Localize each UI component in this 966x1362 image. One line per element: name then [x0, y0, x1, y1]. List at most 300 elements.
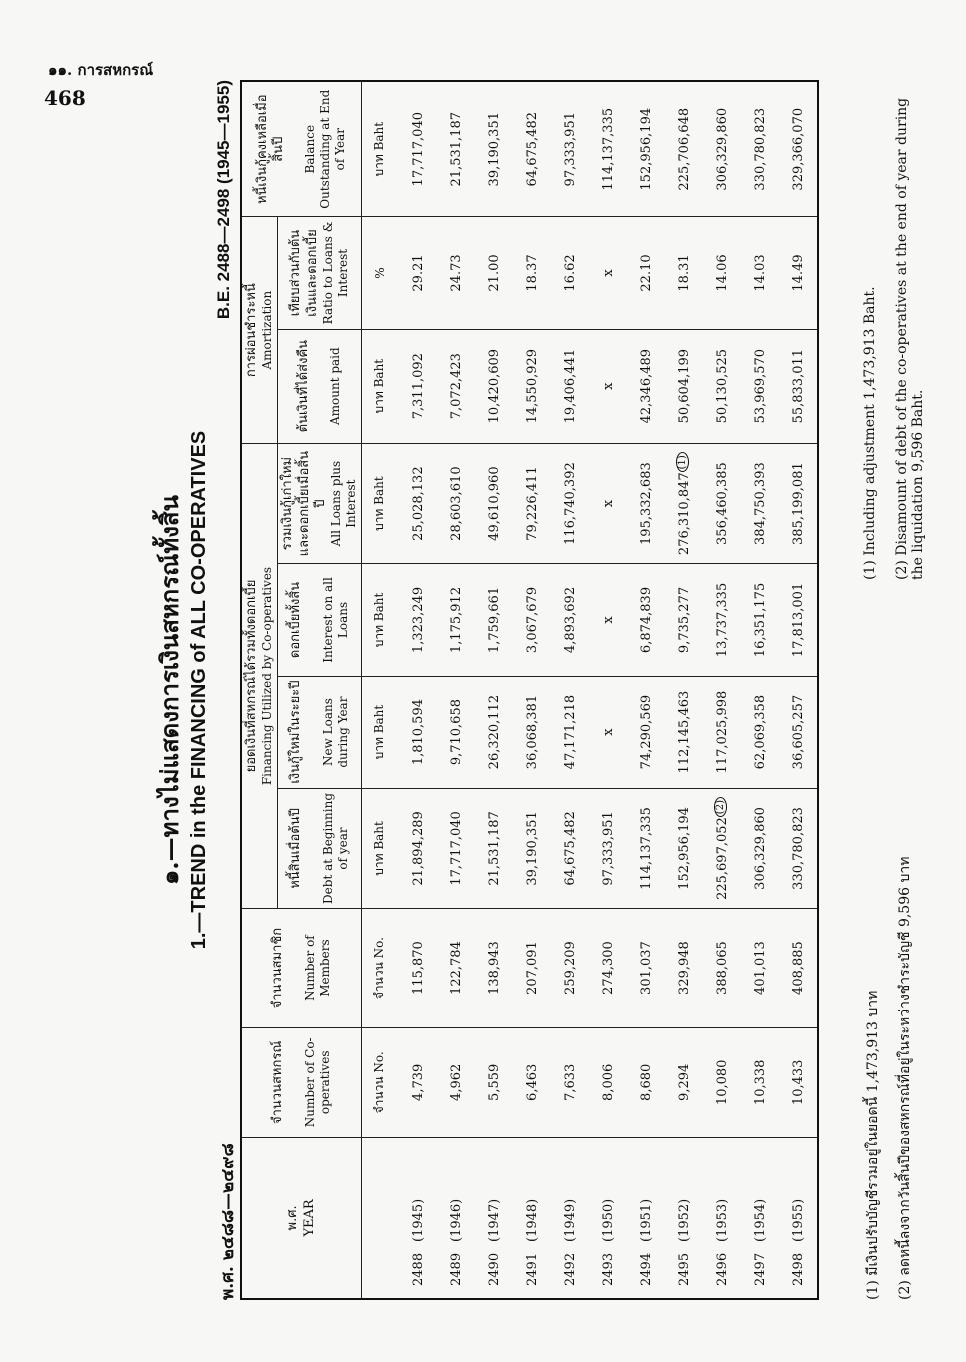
- cell-value: 329,948: [676, 941, 692, 995]
- year-ce: (1955): [790, 1198, 806, 1242]
- header-amount-paid-english: Amount paid: [328, 347, 343, 426]
- cell-new: [513, 676, 551, 788]
- cell-value: 388,065: [714, 941, 730, 995]
- cell-debt: [399, 788, 437, 909]
- cell-members: [513, 909, 551, 1028]
- cell-value: 36,068,381: [524, 694, 540, 770]
- cell-value: 42,346,489: [638, 348, 654, 424]
- table-row: [437, 81, 475, 1299]
- cell-value: 306,329,860: [714, 107, 730, 191]
- cell-members: [589, 909, 627, 1028]
- cell-value: 74,290,569: [638, 694, 654, 770]
- year-be: 2490: [486, 1252, 502, 1286]
- year-be: 2492: [562, 1252, 578, 1286]
- table-row: [741, 81, 779, 1299]
- cell-value: 10,433: [790, 1059, 806, 1106]
- cell-value: 1,759,661: [486, 586, 502, 654]
- cell-ratio: [399, 217, 437, 329]
- table-row: [779, 81, 818, 1299]
- cell-debt: [513, 788, 551, 909]
- cell-coops: [779, 1027, 818, 1137]
- header-debt-english: Debt at Beginning of year: [320, 792, 350, 904]
- cell-paid: [551, 329, 589, 443]
- cell-value: 9,735,277: [676, 586, 692, 654]
- cell-balance: [475, 81, 513, 217]
- cell-balance: [513, 81, 551, 217]
- cell-value: 117,025,998: [714, 690, 730, 774]
- cell-coops: [437, 1027, 475, 1137]
- cell-value: 7,633: [562, 1063, 578, 1101]
- header-coops-english: Number of Co-operatives: [302, 1037, 332, 1128]
- cell-value: 5,559: [486, 1063, 502, 1101]
- cell-ratio: [513, 217, 551, 329]
- table-row: [703, 81, 741, 1299]
- cell-members: [475, 909, 513, 1028]
- units-row: [362, 81, 400, 1299]
- cell-balance: [437, 81, 475, 217]
- cell-value: 17,813,001: [790, 582, 806, 658]
- year-cell: [437, 1137, 475, 1299]
- cell-value: 8,680: [638, 1063, 654, 1101]
- cell-value: 122,784: [448, 941, 464, 995]
- cell-value: 6,874,839: [638, 586, 654, 654]
- cell-ratio: [779, 217, 818, 329]
- cell-new: [741, 676, 779, 788]
- cell-value: 21,531,187: [448, 112, 464, 187]
- year-be: 2497: [752, 1252, 768, 1286]
- cell-value: 6,463: [524, 1063, 540, 1101]
- header-amount-paid-thai: ต้นเงินที่ได้ส่งคืน: [295, 339, 311, 433]
- year-ce: (1953): [714, 1198, 730, 1242]
- cell-value: 225,706,648: [676, 107, 692, 191]
- table-row: [627, 81, 665, 1299]
- cell-interest: [513, 564, 551, 676]
- cell-debt: [703, 788, 741, 909]
- cell-value: x: [600, 499, 616, 508]
- cell-new: [779, 676, 818, 788]
- cell-new: [475, 676, 513, 788]
- cell-value: 97,333,951: [600, 811, 616, 886]
- cell-value: 26,320,112: [486, 694, 502, 770]
- cell-balance: [399, 81, 437, 217]
- header-balance-thai: หนี้เงินกู้คงเหลือเมื่อสิ้นปี: [254, 94, 286, 205]
- cell-all: [703, 443, 741, 564]
- year-cell: [513, 1137, 551, 1299]
- unit-new-loans: บาท Baht: [362, 676, 400, 788]
- cell-debt: [551, 788, 589, 909]
- table-row: [551, 81, 589, 1299]
- cell-members: [779, 909, 818, 1028]
- cell-ratio: [475, 217, 513, 329]
- cell-value: 356,460,385: [714, 462, 730, 545]
- header-year: [241, 1137, 362, 1299]
- cell-new: [399, 676, 437, 788]
- cell-new: [589, 676, 627, 788]
- header-year-english: YEAR: [301, 1199, 317, 1237]
- header-amount-paid: [278, 329, 362, 443]
- year-ce: (1947): [486, 1198, 502, 1242]
- cell-balance: [627, 81, 665, 217]
- cell-value: 7,072,423: [448, 353, 464, 420]
- cell-value: 10,080: [714, 1059, 730, 1106]
- cell-balance: [551, 81, 589, 217]
- cell-debt: [741, 788, 779, 909]
- page-number: 468: [44, 86, 86, 110]
- cell-value: 21,531,187: [486, 811, 502, 886]
- cell-value: 8,006: [600, 1063, 616, 1101]
- cell-debt: [665, 788, 703, 909]
- cell-all: [437, 443, 475, 564]
- cell-all: [551, 443, 589, 564]
- cell-value: 114,137,335: [638, 807, 654, 890]
- cell-value: 384,750,393: [752, 462, 768, 545]
- header-ratio: [278, 217, 362, 329]
- cell-paid: [665, 329, 703, 443]
- cell-all: [399, 443, 437, 564]
- year-be: 2488: [410, 1252, 426, 1286]
- cell-debt: [779, 788, 818, 909]
- cell-new: [665, 676, 703, 788]
- cell-new: [627, 676, 665, 788]
- cell-members: [437, 909, 475, 1028]
- rotated-page-content: [150, 80, 930, 1300]
- cell-value: 14,550,929: [524, 348, 540, 424]
- cell-value: 18.31: [676, 254, 692, 292]
- year-ce: (1946): [448, 1198, 464, 1242]
- year-ce: (1945): [410, 1198, 426, 1242]
- header-members-english: Number of Members: [302, 935, 332, 1001]
- cell-value: 14.49: [790, 254, 806, 292]
- year-cell: [551, 1137, 589, 1299]
- cell-members: [399, 909, 437, 1028]
- cell-value: 53,969,570: [752, 348, 768, 424]
- header-new-loans-thai: เงินกู้ใหม่ในระยะปี: [288, 680, 304, 784]
- header-financing-thai: ยอดเงินที่สหกรณ์ได้รวมทั้งดอกเบี้ย: [244, 579, 259, 773]
- footnote-english-1: (1) Including adjustment 1,473,913 Baht.: [862, 286, 878, 580]
- cell-value: 21,894,289: [410, 811, 426, 886]
- cell-value: x: [600, 269, 616, 277]
- year-cell: [779, 1137, 818, 1299]
- cell-balance: [589, 81, 627, 217]
- cell-ratio: [703, 217, 741, 329]
- footnote-thai-2: (2) ลดหนี้ลงจากวันสิ้นปีของสหกรณ์ที่อยู่ในระหว่างชำระบัญชี 9,596 บาท: [897, 856, 913, 1300]
- cell-value: 301,037: [638, 941, 654, 995]
- cell-value: 401,013: [752, 941, 768, 995]
- cell-value: 29.21: [410, 254, 426, 292]
- year-be: 2495: [676, 1252, 692, 1286]
- cell-interest: [551, 564, 589, 676]
- cell-value: 36,605,257: [790, 694, 806, 770]
- cell-value: 55,833,011: [790, 348, 806, 424]
- year-ce: (1950): [600, 1198, 616, 1242]
- cell-paid: [627, 329, 665, 443]
- header-amortization-group: [241, 217, 278, 443]
- header-amortization-english: Amortization: [260, 290, 275, 370]
- title-thai: ๑.—ทางไม่แสดงการเงินสหกรณ์ทั้งสิ้น: [155, 495, 184, 885]
- cell-paid: [437, 329, 475, 443]
- cell-interest: [779, 564, 818, 676]
- cell-all: [779, 443, 818, 564]
- cell-balance: [779, 81, 818, 217]
- cell-all: [513, 443, 551, 564]
- running-head: ๑๑. การสหกรณ์: [48, 61, 154, 79]
- unit-members: จำนวน No.: [362, 909, 400, 1028]
- title-english: 1.—TREND in the FINANCING of ALL CO-OPERATIVES: [188, 430, 210, 950]
- year-cell: [475, 1137, 513, 1299]
- header-interest-english: Interest on all Loans: [320, 577, 350, 663]
- year-be: 2491: [524, 1252, 540, 1286]
- cell-value: 112,145,463: [676, 690, 692, 774]
- cell-interest: [741, 564, 779, 676]
- cell-ratio: [551, 217, 589, 329]
- footnote-english-2: (2) Disamount of debt of the co-operatives at the end of year during the liquidation 9,596 Baht.: [894, 97, 926, 580]
- cell-value: 330,780,823: [790, 807, 806, 890]
- cell-paid: [513, 329, 551, 443]
- cell-coops: [551, 1027, 589, 1137]
- cell-value: 39,190,351: [524, 811, 540, 886]
- cell-value: 9,294: [676, 1063, 692, 1101]
- cell-new: [551, 676, 589, 788]
- cell-members: [627, 909, 665, 1028]
- header-balance: [241, 81, 362, 217]
- cell-paid: [399, 329, 437, 443]
- header-financing-english: Financing Utilized by Co-operatives: [260, 566, 275, 786]
- year-cell: [741, 1137, 779, 1299]
- year-be: 2494: [638, 1252, 654, 1286]
- unit-debt: บาท Baht: [362, 788, 400, 909]
- year-cell: [589, 1137, 627, 1299]
- cell-new: [437, 676, 475, 788]
- cell-value: 138,943: [486, 941, 502, 995]
- cell-paid: [741, 329, 779, 443]
- year-ce: (1948): [524, 1198, 540, 1242]
- cell-debt: [437, 788, 475, 909]
- cell-paid: [475, 329, 513, 443]
- cell-value: 16,351,175: [752, 582, 768, 658]
- year-cell: [665, 1137, 703, 1299]
- year-cell: [627, 1137, 665, 1299]
- cell-value: 225,697,052: [714, 817, 730, 900]
- cell-value: 17,717,040: [448, 811, 464, 886]
- cell-value: 306,329,860: [752, 807, 768, 890]
- year-ce: (1949): [562, 1198, 578, 1242]
- unit-all-loans: บาท Baht: [362, 443, 400, 564]
- cell-interest: [627, 564, 665, 676]
- header-debt-thai: หนี้สินเมื่อต้นปี: [288, 808, 304, 889]
- cell-interest: [703, 564, 741, 676]
- cell-value: 330,780,823: [752, 107, 768, 191]
- cell-value: 1,175,912: [448, 586, 464, 654]
- table-row: [475, 81, 513, 1299]
- header-debt-start: [278, 788, 362, 909]
- financing-table: [240, 80, 819, 1300]
- cell-value: 4,893,692: [562, 586, 578, 654]
- cell-ratio: [665, 217, 703, 329]
- header-financing-group: [241, 443, 278, 908]
- cell-ratio: [437, 217, 475, 329]
- unit-coops: จำนวน No.: [362, 1027, 400, 1137]
- table-row: [513, 81, 551, 1299]
- cell-value: 329,366,070: [790, 107, 806, 191]
- table-row: [665, 81, 703, 1299]
- cell-value: 47,171,218: [562, 694, 578, 770]
- cell-all: [589, 443, 627, 564]
- cell-all: [627, 443, 665, 564]
- cell-value: 207,091: [524, 941, 540, 995]
- cell-value: 116,740,392: [562, 462, 578, 545]
- cell-value: 3,067,679: [524, 586, 540, 654]
- year-ce: (1954): [752, 1198, 768, 1242]
- cell-coops: [589, 1027, 627, 1137]
- header-interest-thai: ดอกเบี้ยทั้งสิ้น: [288, 581, 304, 659]
- cell-coops: [399, 1027, 437, 1137]
- cell-debt: [475, 788, 513, 909]
- cell-new: [703, 676, 741, 788]
- cell-value: 4,739: [410, 1063, 426, 1101]
- header-all-loans: [278, 443, 362, 564]
- cell-value: 64,675,482: [562, 811, 578, 886]
- period-english: B.E. 2488—2498 (1945—1955): [214, 80, 233, 320]
- header-ratio-english: Ratio to Loans & Interest: [320, 221, 350, 325]
- cell-value: 4,962: [448, 1063, 464, 1101]
- cell-value: 13,737,335: [714, 582, 730, 658]
- header-balance-english: Balance Outstanding at End of Year: [303, 89, 348, 209]
- cell-value: 28,603,610: [448, 466, 464, 541]
- header-ratio-thai: เทียบส่วนกับต้นเงินและดอกเบี้ย: [288, 229, 320, 317]
- cell-value: x: [600, 616, 616, 624]
- cell-coops: [513, 1027, 551, 1137]
- cell-value: 10,338: [752, 1059, 768, 1106]
- cell-paid: [779, 329, 818, 443]
- unit-interest: บาท Baht: [362, 564, 400, 676]
- cell-members: [665, 909, 703, 1028]
- cell-ratio: [741, 217, 779, 329]
- cell-coops: [475, 1027, 513, 1137]
- cell-all: [665, 443, 703, 564]
- header-new-loans-english: New Loans during Year: [320, 696, 350, 768]
- header-members-thai: จำนวนสมาชิก: [270, 927, 286, 1009]
- cell-value: 97,333,951: [562, 112, 578, 187]
- cell-members: [703, 909, 741, 1028]
- cell-all: [741, 443, 779, 564]
- cell-value: 14.03: [752, 254, 768, 292]
- cell-interest: [437, 564, 475, 676]
- period-thai: พ.ศ. ๒๔๘๘—๒๔๙๘: [218, 1143, 238, 1300]
- cell-value: 10,420,609: [486, 348, 502, 424]
- year-be: 2496: [714, 1252, 730, 1286]
- footnote-thai-1: (1) มีเงินปรับบัญชีรวมอยู่ในยอดนี้ 1,473,913 บาท: [865, 990, 881, 1300]
- unit-year: [362, 1137, 400, 1299]
- header-members: [241, 909, 362, 1028]
- cell-all: [475, 443, 513, 564]
- cell-value: 18.37: [524, 254, 540, 292]
- cell-members: [741, 909, 779, 1028]
- year-cell: [399, 1137, 437, 1299]
- cell-ratio: [589, 217, 627, 329]
- cell-value: 24.73: [448, 254, 464, 292]
- cell-value: 1,323,249: [410, 586, 426, 654]
- cell-interest: [399, 564, 437, 676]
- unit-amount-paid: บาท Baht: [362, 329, 400, 443]
- cell-interest: [589, 564, 627, 676]
- cell-value: 152,956,194: [676, 807, 692, 890]
- cell-paid: [589, 329, 627, 443]
- cell-interest: [665, 564, 703, 676]
- cell-value: 22.10: [638, 254, 654, 292]
- table-row: [399, 81, 437, 1299]
- cell-coops: [665, 1027, 703, 1137]
- cell-members: [551, 909, 589, 1028]
- header-all-loans-english: All Loans plus Interest: [329, 460, 358, 547]
- header-year-thai: พ.ศ.: [285, 1205, 301, 1231]
- cell-value: 385,199,081: [790, 462, 806, 545]
- cell-balance: [703, 81, 741, 217]
- cell-value: 115,870: [410, 941, 426, 995]
- header-amortization-thai: การผ่อนชำระหนี้: [244, 283, 259, 378]
- cell-value: 274,300: [600, 941, 616, 995]
- cell-value: 1,810,594: [410, 699, 426, 766]
- cell-value: 79,226,411: [524, 466, 540, 541]
- footnote-marker: (2): [714, 797, 727, 817]
- cell-paid: [703, 329, 741, 443]
- year-ce: (1951): [638, 1198, 654, 1242]
- year-ce: (1952): [676, 1198, 692, 1242]
- cell-value: 25,028,132: [410, 466, 426, 541]
- cell-value: 21.00: [486, 254, 502, 292]
- cell-coops: [703, 1027, 741, 1137]
- cell-value: 195,332,683: [638, 462, 654, 545]
- cell-value: x: [600, 382, 616, 390]
- cell-coops: [627, 1027, 665, 1137]
- cell-value: 17,717,040: [410, 112, 426, 187]
- cell-balance: [741, 81, 779, 217]
- cell-value: 64,675,482: [524, 112, 540, 187]
- cell-value: 62,069,358: [752, 694, 768, 770]
- header-interest: [278, 564, 362, 676]
- cell-value: 152,956,194: [638, 107, 654, 191]
- cell-value: 49,610,960: [486, 466, 502, 541]
- cell-value: 16.62: [562, 254, 578, 292]
- footnote-marker: (1): [676, 452, 689, 472]
- cell-ratio: [627, 217, 665, 329]
- cell-value: x: [600, 728, 616, 736]
- cell-value: 114,137,335: [600, 107, 616, 191]
- year-be: 2489: [448, 1252, 464, 1286]
- cell-value: 259,209: [562, 941, 578, 995]
- header-coops-thai: จำนวนสหกรณ์: [270, 1040, 286, 1125]
- cell-value: 19,406,441: [562, 348, 578, 424]
- cell-value: 39,190,351: [486, 112, 502, 187]
- cell-value: 50,130,525: [714, 348, 730, 424]
- cell-debt: [627, 788, 665, 909]
- cell-coops: [741, 1027, 779, 1137]
- cell-interest: [475, 564, 513, 676]
- year-be: 2498: [790, 1252, 806, 1286]
- header-coops: [241, 1027, 362, 1137]
- header-all-loans-thai: รวมเงินกู้เก่าใหม่และดอกเบี้ยเมื่อสิ้นปี: [280, 450, 328, 557]
- cell-value: 9,710,658: [448, 699, 464, 766]
- cell-balance: [665, 81, 703, 217]
- unit-ratio: %: [362, 217, 400, 329]
- cell-value: 408,885: [790, 941, 806, 995]
- cell-debt: [589, 788, 627, 909]
- year-be: 2493: [600, 1252, 616, 1286]
- year-cell: [703, 1137, 741, 1299]
- table-row: [589, 81, 627, 1299]
- cell-value: 276,310,847: [676, 472, 692, 556]
- cell-value: 7,311,092: [410, 353, 426, 420]
- unit-balance: บาท Baht: [362, 81, 400, 217]
